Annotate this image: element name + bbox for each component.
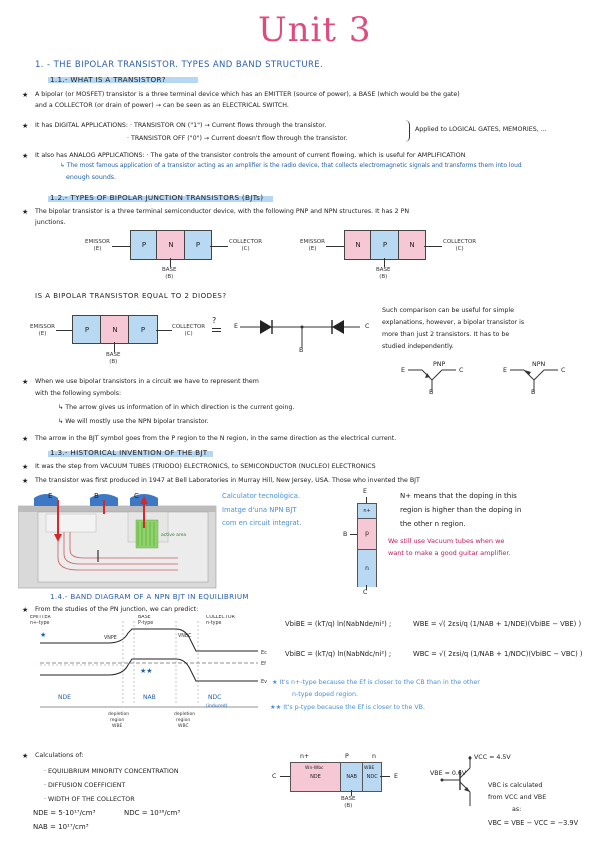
n-region: N	[398, 230, 426, 260]
text-line: junctions.	[35, 219, 66, 226]
sym-c-label: C	[561, 367, 566, 374]
text-line: and a COLLECTOR (or drain of power) → can be seen as an ELECTRICAL SWITCH.	[35, 102, 289, 109]
text-line: The transistor was first produced in 1947 at Bell Laboratories in Murray Hill, New Jersey, USA. Those who invented the BJT	[35, 477, 420, 484]
bullet-icon: ★	[22, 606, 29, 614]
p-region: P	[370, 230, 400, 260]
caption-line: com en circuit integrat.	[222, 519, 302, 527]
caption-line: Calculator tecnològica.	[222, 492, 301, 500]
text-line: It has DIGITAL APPLICATIONS: · TRANSISTOR ON ("1") → Current flows through the transistor.	[35, 122, 327, 129]
text-line: explanations, however, a bipolar transistor is	[382, 319, 525, 326]
p-region: P	[128, 315, 158, 344]
formula: WBE = √( 2εsi/q (1/NAB + 1/NDE)(VbiBE − VBE) )	[413, 620, 582, 628]
calc-value: NDE = 5·10¹⁷/cm³	[33, 809, 96, 817]
transistor-symbols	[398, 356, 578, 398]
bar-c-label: C	[272, 773, 277, 780]
calc-value: NAB = 10¹⁷/cm³	[33, 823, 89, 831]
bullet-icon: ★	[22, 122, 29, 130]
equal-question: ?	[212, 316, 217, 325]
bar-width-label: Wn-Wbc	[305, 766, 324, 771]
band-dep1: depletion	[108, 712, 130, 717]
npn-label: NPN	[532, 361, 546, 368]
band-emitter-label: EMITTER	[30, 615, 51, 620]
sym-b-label: B	[531, 389, 536, 396]
band-diagram	[28, 615, 278, 740]
text-line: When we use bipolar transistors in a circuit we have to represent them	[35, 378, 259, 385]
bar-e-label: E	[363, 488, 367, 495]
equal-sign	[212, 331, 221, 332]
text-line: It was the step from VACUUM TUBES (TRIODO) ELECTRONICS, to SEMICONDUCTOR (NUCLEO) ELECTRONICS	[35, 463, 376, 470]
subsection-title: 1.2.- TYPES OF BIPOLAR JUNCTION TRANSISTORS (BJTs)	[50, 193, 264, 202]
n-region: N	[100, 315, 130, 344]
img-c-label: C	[134, 492, 139, 500]
wire	[156, 330, 172, 331]
n-region: N	[156, 230, 186, 260]
wire	[210, 246, 228, 247]
band-collector-type: n-type	[206, 621, 222, 626]
text-line: The arrow in the BJT symbol goes from the P region to the N region, in the same direction as the electrical current.	[35, 435, 397, 442]
emitter-label: EMISSOR (E)	[85, 239, 110, 252]
text-line: want to make a good guitar amplifier.	[388, 549, 511, 557]
subsection-title: 1.1.- WHAT IS A TRANSISTOR?	[50, 75, 166, 84]
wire	[384, 258, 385, 267]
band-star1: ★	[40, 631, 47, 639]
vcc-label: VCC = 4.5V	[474, 754, 511, 761]
text-line: ↳ The most famous application of a transistor acting as an amplifier is the radio device, that collects electromagnetic signals and transforms them into loud	[60, 163, 522, 169]
band-dep2b: region	[176, 718, 191, 723]
calc-item: · EQUILIBRIUM MINORITY CONCENTRATION	[44, 768, 179, 775]
text-line: ↳ The arrow gives us information of in which direction is the current going.	[58, 404, 295, 411]
text-line: more than just 2 transistors. It has to be	[382, 331, 510, 338]
base-label: BASE (B)	[162, 267, 177, 280]
note-line: n-type doped region.	[292, 691, 358, 698]
diode-b-label: B	[299, 347, 304, 354]
n-region: N	[344, 230, 372, 260]
bar-base-label: BASE (B)	[341, 796, 356, 809]
bar-wbe-label: WBE	[364, 766, 375, 771]
section-title: 1. - THE BIPOLAR TRANSISTOR. TYPES AND BAND STRUCTURE.	[35, 60, 324, 70]
band-induced: (induced)	[206, 704, 228, 709]
wire	[380, 776, 390, 777]
p-region: P	[130, 230, 158, 260]
wire	[114, 342, 115, 352]
wire	[424, 246, 442, 247]
circ-text: as:	[512, 806, 522, 813]
text-line: the other n region.	[400, 520, 466, 528]
sym-e-label: E	[503, 367, 507, 374]
img-b-label: B	[94, 492, 99, 500]
calc-item: · DIFFUSION COEFFICIENT	[44, 782, 126, 789]
subsection-title: 1.4.- BAND DIAGRAM OF A NPN BJT IN EQUILIBRIUM	[50, 592, 249, 601]
bar-p-label: P	[345, 753, 349, 760]
circ-result: VBC = VBE − VCC = −3.9V	[488, 819, 579, 827]
p-region: P	[72, 315, 102, 344]
band-vnpe: VNPE	[104, 636, 117, 641]
n-plus-region: n+	[358, 504, 376, 519]
bullet-icon: ★	[22, 378, 29, 386]
band-ndc: NDC	[208, 694, 222, 701]
diode-e-label: E	[234, 323, 238, 330]
text-line: enough sounds.	[66, 174, 117, 181]
npn-vertical-bar	[357, 503, 377, 587]
text-line: Applied to LOGICAL GATES, MEMORIES, ...	[415, 126, 547, 133]
text-line: The bipolar transistor is a three terminal semiconductor device, with the following PNP and NPN structures. It has 2 PN	[35, 208, 410, 215]
text-line: N+ means that the doping in this	[400, 492, 517, 500]
band-nde: NDE	[58, 694, 71, 701]
circ-text: VBC is calculated	[488, 782, 543, 789]
wire	[112, 246, 130, 247]
text-line: It also has ANALOG APPLICATIONS: · The gate of the transistor controls the amount of current flowing, which is useful for AMPLIFICATION	[35, 152, 466, 159]
base-region: NAB	[341, 763, 364, 791]
p-region: P	[184, 230, 212, 260]
brace	[405, 120, 410, 142]
band-ef: Ef	[261, 661, 266, 667]
text-line: with the following symbols:	[35, 390, 122, 397]
collector-label: COLLECTOR (C)	[443, 239, 477, 252]
collector-label: COLLECTOR (C)	[229, 239, 263, 252]
wire	[350, 534, 357, 535]
wire	[56, 330, 72, 331]
bar-e-label: E	[394, 773, 398, 780]
diode-c-label: C	[365, 323, 370, 330]
ic-cross-section-image	[18, 488, 218, 590]
text-line: ↳ We will mostly use the NPN bipolar transistor.	[58, 418, 209, 425]
note-line: ★ It's n+-type because the Ef is closer to the CB than in the other	[272, 679, 480, 686]
band-ec: Ec	[261, 650, 267, 656]
calc-value: NDC = 10¹⁶/cm³	[124, 809, 181, 817]
bar-b-label: B	[343, 531, 348, 538]
formula: WBC = √( 2εsi/q (1/NAB + 1/NDC)(VbiBC − VBC) )	[413, 650, 583, 658]
page-title: Unit 3	[258, 10, 372, 50]
band-collector-label: COLLECTOR	[206, 615, 235, 620]
sym-e-label: E	[401, 367, 405, 374]
pnp-label: PNP	[433, 361, 446, 368]
emitter-region: NDE	[291, 763, 341, 791]
band-ev: Ev	[261, 679, 268, 685]
collector-label: COLLECTOR (C)	[172, 324, 206, 337]
band-emitter-type: n+-type	[30, 621, 50, 626]
formula: VbiBE = (kT/q) ln(NabNde/ni²) ;	[285, 620, 392, 628]
band-dep2: depletion	[174, 712, 196, 717]
wire	[280, 776, 290, 777]
wire	[326, 246, 344, 247]
bullet-icon: ★	[22, 752, 29, 760]
vbe-label: VBE = 0.6V	[430, 770, 467, 777]
bar-n2-label: n	[372, 753, 376, 760]
collector-region: NDC	[363, 763, 381, 791]
emitter-label: EMISSOR (E)	[30, 324, 55, 337]
subsection-title: 1.3.- HISTORICAL INVENTION OF THE BJT	[50, 448, 208, 457]
text-line: studied independently.	[382, 343, 454, 350]
base-label: BASE (B)	[106, 352, 121, 365]
band-vnbc: VNBC	[178, 634, 192, 639]
text-line: A bipolar (or MOSFET) transistor is a three terminal device which has an EMITTER (source of power), a BASE (which would be the gate)	[35, 91, 460, 98]
bullet-icon: ★	[22, 91, 29, 99]
bar-n-label: n+	[300, 753, 310, 760]
base-label: BASE (B)	[376, 267, 391, 280]
band-nab: NAB	[143, 694, 156, 701]
text-line: · TRANSISTOR OFF ("0") → Current doesn't flow through the transistor.	[127, 135, 348, 142]
sym-c-label: C	[459, 367, 464, 374]
band-base-label: BASE	[138, 615, 151, 620]
band-dep2c: WBC	[178, 724, 189, 729]
bullet-icon: ★	[22, 208, 29, 216]
equal-sign	[212, 328, 221, 329]
band-dep1c: WBE	[112, 724, 123, 729]
text-line: From the studies of the PN junction, we can predict:	[35, 606, 199, 613]
p-region: p	[358, 519, 376, 550]
question-text: IS A BIPOLAR TRANSISTOR EQUAL TO 2 DIODES?	[35, 292, 227, 300]
bullet-icon: ★	[22, 435, 29, 443]
img-e-label: E	[48, 492, 53, 500]
bullet-icon: ★	[22, 463, 29, 471]
wire	[366, 497, 367, 503]
bar-c-label: C	[363, 589, 368, 596]
sym-b-label: B	[429, 389, 434, 396]
active-area-label: active area	[161, 533, 187, 538]
circ-text: from VCC and VBE	[488, 794, 547, 801]
caption-line: Imatge d'una NPN BJT	[222, 506, 297, 514]
bullet-icon: ★	[22, 477, 29, 485]
text-line: region is higher than the doping in	[400, 506, 522, 514]
band-dep1b: region	[110, 718, 125, 723]
note-line: ★★ It's p-type because the Ef is closer to the VB.	[270, 704, 425, 711]
emitter-label: EMISSOR (E)	[300, 239, 325, 252]
calc-title: Calculations of:	[35, 752, 84, 759]
text-line: Such comparison can be useful for simple	[382, 307, 514, 314]
band-base-type: P-type	[138, 621, 154, 626]
text-line: We still use Vacuum tubes when we	[388, 537, 505, 545]
calc-item: · WIDTH OF THE COLLECTOR	[44, 796, 135, 803]
bullet-icon: ★	[22, 152, 29, 160]
n-region: n	[358, 550, 376, 587]
formula: VbiBC = (kT/q) ln(NabNdc/ni²) ;	[285, 650, 392, 658]
band-star2: ★★	[140, 667, 153, 675]
wire	[170, 258, 171, 267]
